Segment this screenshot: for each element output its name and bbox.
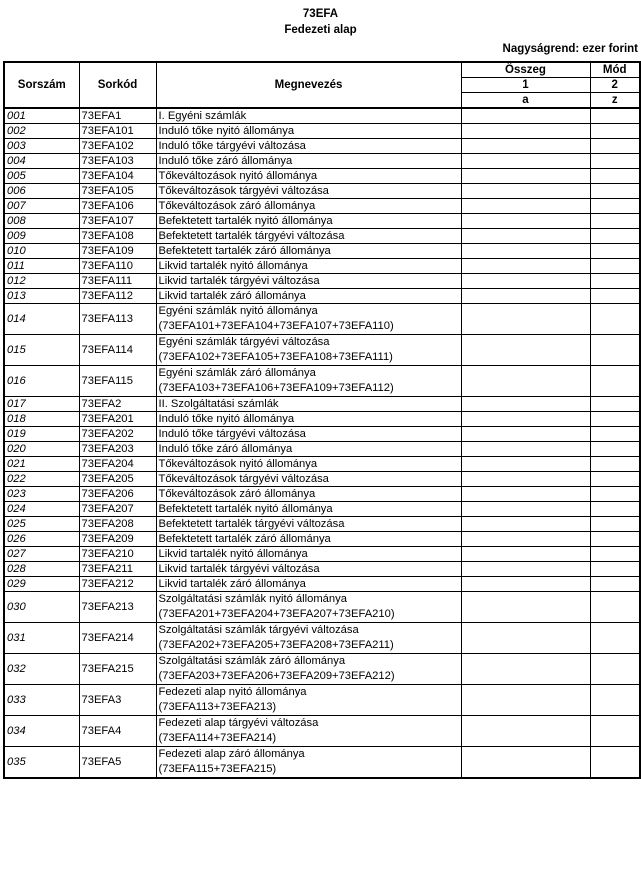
row-description: [156, 517, 461, 532]
row-number: 020: [4, 442, 79, 457]
row-code: 73EFA202: [79, 427, 156, 442]
amount-cell[interactable]: [461, 366, 590, 397]
description-line: Befektetett tartalék nyitó állománya: [158, 503, 333, 515]
description-line: Induló tőke záró állománya: [158, 155, 293, 167]
amount-cell[interactable]: [461, 108, 590, 124]
row-number: 003: [4, 139, 79, 154]
table-row: [4, 335, 640, 366]
table-row: [4, 716, 640, 747]
row-code: 73EFA102: [79, 139, 156, 154]
row-code: 73EFA115: [79, 366, 156, 397]
table-row: [4, 577, 640, 592]
row-code: 73EFA4: [79, 716, 156, 747]
col-letter-mode: z: [590, 93, 640, 109]
row-code: 73EFA3: [79, 685, 156, 716]
row-description: [156, 397, 461, 412]
row-description: [156, 335, 461, 366]
mode-cell[interactable]: [590, 124, 640, 139]
description-line: Induló tőke nyitó állománya: [158, 413, 295, 425]
amount-cell[interactable]: [461, 229, 590, 244]
row-number: 021: [4, 457, 79, 472]
row-number: 031: [4, 623, 79, 654]
row-code: 73EFA214: [79, 623, 156, 654]
form-rows: [4, 108, 640, 778]
table-row: [4, 244, 640, 259]
table-row: [4, 487, 640, 502]
amount-cell[interactable]: [461, 139, 590, 154]
row-description: [156, 139, 461, 154]
table-row: [4, 517, 640, 532]
description-line: Induló tőke tárgyévi változása: [158, 428, 306, 440]
row-code: 73EFA105: [79, 184, 156, 199]
description-line: Induló tőke nyitó állománya: [158, 125, 295, 137]
row-code: 73EFA110: [79, 259, 156, 274]
row-description: [156, 169, 461, 184]
table-row: [4, 442, 640, 457]
mode-cell[interactable]: [590, 623, 640, 654]
row-description: [156, 457, 461, 472]
table-row: [4, 199, 640, 214]
description-line: II. Szolgáltatási számlák: [158, 398, 279, 410]
table-row: [4, 427, 640, 442]
mode-cell[interactable]: [590, 108, 640, 124]
row-code: 73EFA111: [79, 274, 156, 289]
row-code: 73EFA1: [79, 108, 156, 124]
table-row: [4, 747, 640, 779]
formula-line: (73EFA114+73EFA214): [158, 732, 277, 744]
formula-line: (73EFA113+73EFA213): [158, 701, 277, 713]
row-code: 73EFA104: [79, 169, 156, 184]
amount-cell[interactable]: [461, 592, 590, 623]
description-line: I. Egyéni számlák: [158, 110, 247, 122]
table-row: [4, 654, 640, 685]
table-row: [4, 108, 640, 124]
amount-cell[interactable]: [461, 685, 590, 716]
row-number: 025: [4, 517, 79, 532]
row-code: 73EFA201: [79, 412, 156, 427]
mode-cell[interactable]: [590, 472, 640, 487]
amount-cell[interactable]: [461, 517, 590, 532]
row-description: [156, 229, 461, 244]
row-code: 73EFA210: [79, 547, 156, 562]
amount-cell[interactable]: [461, 169, 590, 184]
description-line: Tőkeváltozások tárgyévi változása: [158, 185, 329, 197]
col-header-mode: Mód: [590, 62, 640, 78]
row-number: 015: [4, 335, 79, 366]
row-description: [156, 562, 461, 577]
row-code: 73EFA101: [79, 124, 156, 139]
amount-cell[interactable]: [461, 654, 590, 685]
formula-line: (73EFA201+73EFA204+73EFA207+73EFA210): [158, 608, 395, 620]
description-line: Induló tőke tárgyévi változása: [158, 140, 306, 152]
form-table: [3, 61, 641, 779]
row-code: 73EFA215: [79, 654, 156, 685]
amount-cell[interactable]: [461, 124, 590, 139]
col-letter-amount: a: [461, 93, 590, 109]
row-code: 73EFA108: [79, 229, 156, 244]
table-row: [4, 457, 640, 472]
mode-cell[interactable]: [590, 229, 640, 244]
row-description: [156, 472, 461, 487]
description-line: Befektetett tartalék nyitó állománya: [158, 215, 333, 227]
table-row: [4, 259, 640, 274]
row-code: 73EFA209: [79, 532, 156, 547]
table-row: [4, 289, 640, 304]
row-code: 73EFA211: [79, 562, 156, 577]
amount-cell[interactable]: [461, 214, 590, 229]
row-number: 017: [4, 397, 79, 412]
amount-cell[interactable]: [461, 412, 590, 427]
amount-cell[interactable]: [461, 547, 590, 562]
amount-cell[interactable]: [461, 274, 590, 289]
row-code: 73EFA203: [79, 442, 156, 457]
row-number: 035: [4, 747, 79, 779]
row-description: [156, 427, 461, 442]
row-number: 008: [4, 214, 79, 229]
amount-cell[interactable]: [461, 199, 590, 214]
amount-cell[interactable]: [461, 304, 590, 335]
description-line: Szolgáltatási számlák záró állománya: [158, 655, 346, 667]
form-code: 73EFA: [302, 8, 339, 20]
row-code: 73EFA107: [79, 214, 156, 229]
mode-cell[interactable]: [590, 289, 640, 304]
row-description: [156, 108, 461, 124]
amount-cell[interactable]: [461, 562, 590, 577]
row-description: [156, 502, 461, 517]
description-line: Tőkeváltozások záró állománya: [158, 488, 316, 500]
formula-line: (73EFA203+73EFA206+73EFA209+73EFA212): [158, 670, 395, 682]
mode-cell[interactable]: [590, 184, 640, 199]
mode-cell[interactable]: [590, 592, 640, 623]
mode-cell[interactable]: [590, 532, 640, 547]
formula-line: (73EFA202+73EFA205+73EFA208+73EFA211): [158, 639, 394, 651]
mode-cell[interactable]: [590, 685, 640, 716]
row-number: 019: [4, 427, 79, 442]
row-number: 024: [4, 502, 79, 517]
table-row: [4, 502, 640, 517]
unit-note: Nagyságrend: ezer forint: [502, 43, 638, 55]
row-description: [156, 304, 461, 335]
row-description: [156, 412, 461, 427]
amount-cell[interactable]: [461, 747, 590, 779]
row-description: [156, 685, 461, 716]
mode-cell[interactable]: [590, 517, 640, 532]
row-code: 73EFA2: [79, 397, 156, 412]
row-description: [156, 214, 461, 229]
table-row: [4, 366, 640, 397]
row-code: 73EFA103: [79, 154, 156, 169]
row-description: [156, 274, 461, 289]
row-number: 012: [4, 274, 79, 289]
row-code: 73EFA212: [79, 577, 156, 592]
row-number: 028: [4, 562, 79, 577]
description-line: Egyéni számlák záró állománya: [158, 367, 316, 379]
row-code: 73EFA5: [79, 747, 156, 779]
description-line: Likvid tartalék nyitó állománya: [158, 548, 308, 560]
description-line: Likvid tartalék záró állománya: [158, 290, 306, 302]
amount-cell[interactable]: [461, 184, 590, 199]
row-description: [156, 154, 461, 169]
row-description: [156, 487, 461, 502]
amount-cell[interactable]: [461, 457, 590, 472]
table-row: [4, 472, 640, 487]
table-row: [4, 685, 640, 716]
mode-cell[interactable]: [590, 366, 640, 397]
row-number: 006: [4, 184, 79, 199]
row-description: [156, 532, 461, 547]
description-line: Tőkeváltozások tárgyévi változása: [158, 473, 329, 485]
table-row: [4, 154, 640, 169]
row-number: 016: [4, 366, 79, 397]
row-code: 73EFA106: [79, 199, 156, 214]
formula-line: (73EFA103+73EFA106+73EFA109+73EFA112): [158, 382, 394, 394]
row-code: 73EFA113: [79, 304, 156, 335]
mode-cell[interactable]: [590, 214, 640, 229]
row-number: 034: [4, 716, 79, 747]
row-code: 73EFA112: [79, 289, 156, 304]
row-description: [156, 547, 461, 562]
row-description: [156, 366, 461, 397]
amount-cell[interactable]: [461, 259, 590, 274]
mode-cell[interactable]: [590, 442, 640, 457]
table-row: [4, 124, 640, 139]
mode-cell[interactable]: [590, 397, 640, 412]
row-code: 73EFA109: [79, 244, 156, 259]
amount-cell[interactable]: [461, 472, 590, 487]
row-number: 004: [4, 154, 79, 169]
mode-cell[interactable]: [590, 654, 640, 685]
description-line: Likvid tartalék nyitó állománya: [158, 260, 308, 272]
col-header-row-number: Sorszám: [4, 62, 79, 108]
row-number: 005: [4, 169, 79, 184]
mode-cell[interactable]: [590, 487, 640, 502]
row-description: [156, 199, 461, 214]
row-number: 026: [4, 532, 79, 547]
amount-cell[interactable]: [461, 487, 590, 502]
row-number: 023: [4, 487, 79, 502]
description-line: Likvid tartalék tárgyévi változása: [158, 275, 320, 287]
table-row: [4, 532, 640, 547]
col-number-amount: 1: [461, 78, 590, 93]
row-description: [156, 244, 461, 259]
col-number-mode: 2: [590, 78, 640, 93]
col-header-amount: Összeg: [461, 62, 590, 78]
mode-cell[interactable]: [590, 259, 640, 274]
row-description: [156, 442, 461, 457]
row-code: 73EFA204: [79, 457, 156, 472]
description-line: Befektetett tartalék záró állománya: [158, 245, 331, 257]
table-row: [4, 397, 640, 412]
row-number: 014: [4, 304, 79, 335]
row-number: 010: [4, 244, 79, 259]
table-row: [4, 214, 640, 229]
mode-cell[interactable]: [590, 169, 640, 184]
description-line: Szolgáltatási számlák nyitó állománya: [158, 593, 347, 605]
row-description: [156, 623, 461, 654]
table-row: [4, 592, 640, 623]
row-number: 033: [4, 685, 79, 716]
row-number: 029: [4, 577, 79, 592]
row-description: [156, 184, 461, 199]
mode-cell[interactable]: [590, 154, 640, 169]
description-line: Befektetett tartalék záró állománya: [158, 533, 331, 545]
description-line: Befektetett tartalék tárgyévi változása: [158, 230, 345, 242]
row-number: 030: [4, 592, 79, 623]
row-number: 022: [4, 472, 79, 487]
col-header-description: Megnevezés: [156, 62, 461, 108]
description-line: Fedezeti alap záró állománya: [158, 748, 305, 760]
table-row: [4, 623, 640, 654]
description-line: Fedezeti alap nyitó állománya: [158, 686, 307, 698]
row-code: 73EFA207: [79, 502, 156, 517]
description-line: Szolgáltatási számlák tárgyévi változása: [158, 624, 359, 636]
description-line: Befektetett tartalék tárgyévi változása: [158, 518, 345, 530]
mode-cell[interactable]: [590, 716, 640, 747]
col-header-row-code: Sorkód: [79, 62, 156, 108]
row-description: [156, 654, 461, 685]
mode-cell[interactable]: [590, 412, 640, 427]
table-row: [4, 169, 640, 184]
description-line: Induló tőke záró állománya: [158, 443, 293, 455]
row-number: 009: [4, 229, 79, 244]
row-code: 73EFA213: [79, 592, 156, 623]
mode-cell[interactable]: [590, 304, 640, 335]
amount-cell[interactable]: [461, 427, 590, 442]
mode-cell[interactable]: [590, 274, 640, 289]
amount-cell[interactable]: [461, 335, 590, 366]
table-row: [4, 229, 640, 244]
mode-cell[interactable]: [590, 502, 640, 517]
amount-cell[interactable]: [461, 442, 590, 457]
description-line: Tőkeváltozások nyitó állománya: [158, 170, 318, 182]
form-title: Fedezeti alap: [284, 24, 357, 36]
description-line: Likvid tartalék záró állománya: [158, 578, 306, 590]
formula-line: (73EFA102+73EFA105+73EFA108+73EFA111): [158, 351, 393, 363]
mode-cell[interactable]: [590, 335, 640, 366]
description-line: Likvid tartalék tárgyévi változása: [158, 563, 320, 575]
row-number: 027: [4, 547, 79, 562]
formula-line: (73EFA101+73EFA104+73EFA107+73EFA110): [158, 320, 394, 332]
table-row: [4, 304, 640, 335]
mode-cell[interactable]: [590, 562, 640, 577]
amount-cell[interactable]: [461, 244, 590, 259]
amount-cell[interactable]: [461, 716, 590, 747]
description-line: Tőkeváltozások záró állománya: [158, 200, 316, 212]
mode-cell[interactable]: [590, 577, 640, 592]
mode-cell[interactable]: [590, 457, 640, 472]
amount-cell[interactable]: [461, 623, 590, 654]
table-row: [4, 412, 640, 427]
table-row: [4, 139, 640, 154]
mode-cell[interactable]: [590, 244, 640, 259]
mode-cell[interactable]: [590, 139, 640, 154]
formula-line: (73EFA115+73EFA215): [158, 763, 277, 775]
row-number: 011: [4, 259, 79, 274]
table-row: [4, 562, 640, 577]
amount-cell[interactable]: [461, 154, 590, 169]
amount-cell[interactable]: [461, 502, 590, 517]
row-description: [156, 577, 461, 592]
amount-cell[interactable]: [461, 289, 590, 304]
row-description: [156, 592, 461, 623]
row-code: 73EFA205: [79, 472, 156, 487]
description-line: Egyéni számlák nyitó állománya: [158, 305, 318, 317]
row-description: [156, 289, 461, 304]
description-line: Tőkeváltozások nyitó állománya: [158, 458, 318, 470]
table-row: [4, 184, 640, 199]
row-code: 73EFA206: [79, 487, 156, 502]
description-line: Egyéni számlák tárgyévi változása: [158, 336, 330, 348]
row-code: 73EFA208: [79, 517, 156, 532]
table-row: [4, 274, 640, 289]
row-description: [156, 716, 461, 747]
amount-cell[interactable]: [461, 397, 590, 412]
row-number: 018: [4, 412, 79, 427]
amount-cell[interactable]: [461, 532, 590, 547]
row-description: [156, 747, 461, 779]
row-description: [156, 124, 461, 139]
row-number: 007: [4, 199, 79, 214]
table-row: [4, 547, 640, 562]
row-description: [156, 259, 461, 274]
mode-cell[interactable]: [590, 747, 640, 779]
mode-cell[interactable]: [590, 199, 640, 214]
row-number: 032: [4, 654, 79, 685]
mode-cell[interactable]: [590, 547, 640, 562]
row-number: 002: [4, 124, 79, 139]
row-code: 73EFA114: [79, 335, 156, 366]
description-line: Fedezeti alap tárgyévi változása: [158, 717, 319, 729]
row-number: 001: [4, 108, 79, 124]
row-number: 013: [4, 289, 79, 304]
amount-cell[interactable]: [461, 577, 590, 592]
mode-cell[interactable]: [590, 427, 640, 442]
